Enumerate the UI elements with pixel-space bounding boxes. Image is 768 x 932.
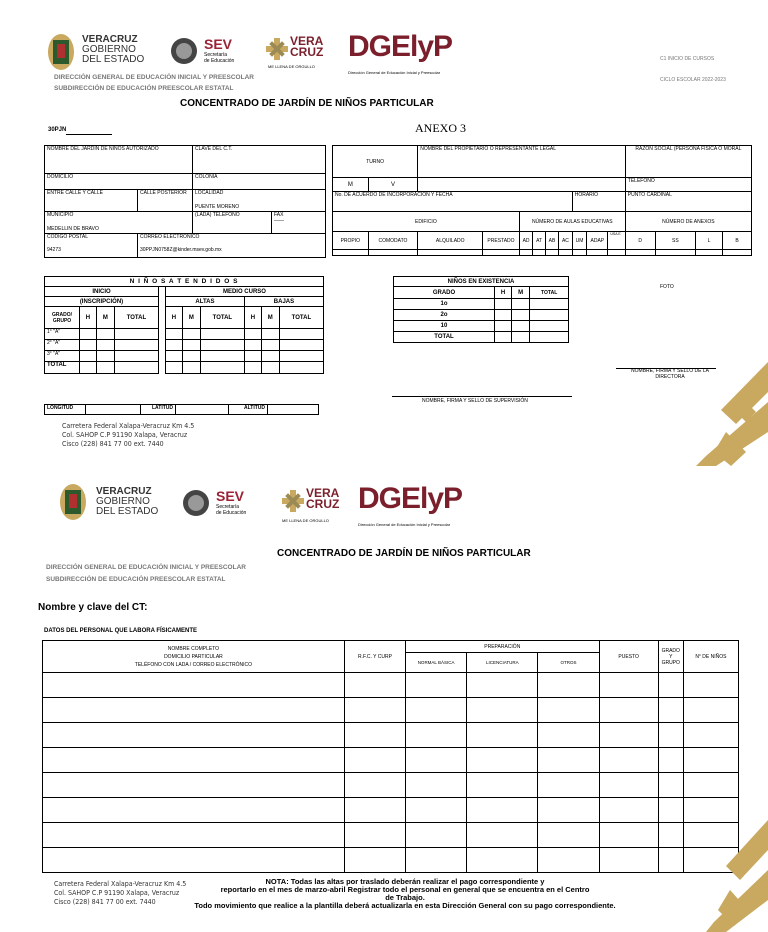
staff-table [42,640,739,873]
nota-line: de Trabajo. [385,893,425,902]
razon-social-label: RAZÓN SOCIAL (PERSONA FÍSICA O MORAL [625,146,751,178]
sev-sub1: Secretaría [216,504,240,510]
ct-code-line [66,134,112,135]
table-row [43,823,739,848]
firma-supervision-label: NOMBRE, FIRMA Y SELLO DE SUPERVISIÓN [422,398,528,404]
table-row [394,299,569,310]
veracruz-brand-logo [266,36,342,76]
nombre-header-line: DOMICILIO PARTICULAR [164,653,223,660]
anexos-col-0: D [625,232,655,250]
ninos-atendidos-table [44,276,324,374]
existencia-title: NIÑOS EN EXISTENCIA [394,277,569,287]
direccion-label: DIRECCIÓN GENERAL DE EDUCACIÓN INICIAL Y PREESCOLAR [54,74,254,81]
propietario-label: NOMBRE DEL PROPIETARIO O REPRESENTANTE LEGAL [418,146,626,178]
calle-posterior-label: CALLE POSTERIOR [138,190,193,212]
sev-sub2: de Educación [204,58,235,64]
acuerdo-label: No. DE ACUERDO DE INCORPORACIÓN Y FECHA [333,192,573,212]
cruz-text: CRUZ [290,45,324,59]
existencia-table [393,276,569,343]
table-row [45,340,324,351]
vera-text: VERA [306,486,340,500]
correo-label: CORREO ELECTRÓNICO [140,234,200,240]
address-line: Col. SAHOP C.P 91190 Xalapa, Veracruz [62,431,188,439]
existencia-row-label: 2o [394,310,495,321]
cp-label: CÓDIGO POSTAL [47,234,89,240]
municipio-value: MEDELLIN DE BRAVO [47,226,99,232]
telefono-label: TELÉFONO [625,178,751,192]
altitud-value [268,405,319,415]
localidad-value: PUENTE MORENO [195,204,240,210]
veracruz-brand-logo-2 [282,488,358,528]
page2-title: CONCENTRADO DE JARDÍN DE NIÑOS PARTICULAR [277,548,531,559]
dgelyp-text: DGElyP [348,30,453,63]
sev-text: SEV [204,36,233,52]
fax-label: FAX [274,212,284,218]
nombre-header-line: NOMBRE COMPLETO [167,645,220,652]
otros-header: OTROS [538,653,599,673]
edificio-col-3: PRESTADO [483,232,520,250]
num-aulas-label: NÚMERO DE AULAS EDUCATIVAS [519,212,625,232]
aulas-col-0: AD [519,232,533,250]
nombre-jardin-label: NOMBRE DEL JARDÍN DE NIÑOS AUTORIZADO [45,146,193,174]
table-row [45,329,324,340]
aulas-col-3: AC [559,232,573,250]
nota-line: Todo movimiento que realice a la plantilla deberá actualizarla en esta Dirección General con su pago correspondiente. [194,901,616,910]
address-block [62,422,194,449]
nota-block [186,878,624,910]
puesto-header: PUESTO [599,641,658,673]
veracruz-logo [46,32,166,76]
inicio-m: M [96,307,114,329]
sev-seal-icon [170,34,198,68]
veracruz-logo-2 [58,482,178,526]
correo-value: 30PPJN0758Z@kinder.msev.gob.mx [140,247,222,253]
inicio-total: TOTAL [114,307,158,329]
veracruz-seal-icon [46,32,76,72]
table-row [43,723,739,748]
veracruz-line2: GOBIERNO [96,496,150,507]
sev-logo [170,34,250,74]
subdireccion-label: SUBDIRECCIÓN DE EDUCACIÓN PREESCOLAR ESTATAL [54,85,234,92]
inicio-label: INICIO [45,287,159,297]
page2-subdireccion: SUBDIRECCIÓN DE EDUCACIÓN PREESCOLAR ESTATAL [46,576,226,583]
localidad-cell [193,190,326,212]
existencia-grado: GRADO [394,287,495,299]
veracruz-line2: GOBIERNO [82,44,136,55]
table-row [43,848,739,873]
aulas-col-2: AB [545,232,558,250]
lada-tel-label: (LADA) TELÉFONO [193,212,272,234]
existencia-h: H [495,287,512,299]
aulas-col-5: ADAP [587,232,608,250]
veracruz-line3: DEL ESTADO [82,54,145,65]
grado-grupo-header: GRADO Y GRUPO [658,641,683,673]
table-row [43,673,739,698]
firma-supervision-line [392,396,572,397]
num-ninos-header: N° DE NIÑOS [683,641,738,673]
veracruz-line3: DEL ESTADO [96,506,159,517]
decorative-pattern-icon [676,362,768,466]
inscripcion-label: (INSCRIPCIÓN) [45,297,159,307]
propietario-value [418,178,626,192]
cruz-text: CRUZ [306,497,340,511]
top-right-label-2: CICLO ESCOLAR 2022-2023 [660,77,726,83]
horario-label: HORARIO [572,192,625,212]
ct-code: 30PJN [48,127,67,133]
entre-calle-label: ENTRE CALLE Y CALLE [45,190,138,212]
foto-label: FOTO [660,284,674,290]
table-row [43,773,739,798]
aulas-col-4: UM [572,232,587,250]
anexos-col-3: B [722,232,751,250]
licenciatura-header: LICENCIATURA [467,653,538,673]
usaer-col: USA E [608,232,625,250]
flower-icon [266,38,288,60]
turno-label: TURNO [333,146,418,178]
sev-logo-2 [182,486,262,526]
address-line: Cisco (228) 841 77 00 ext. 7440 [54,898,156,906]
nota-line: reportarlo en el mes de marzo-abril Registrar todo el personal en general que se encuentra en el Centro [220,885,590,894]
school-info-table [44,145,326,258]
flower-icon [282,490,304,512]
nombre-header-line: TELÉFONO CON LADA / CORREO ELECTRÓNICO [134,661,253,668]
vera-tagline: ME LLENA DE ORGULLO [268,64,315,69]
datos-personal-label: DATOS DEL PERSONAL QUE LABORA FÍSICAMENTE [44,628,198,634]
domicilio-label: DOMICILIO [45,174,193,190]
sev-sub1: Secretaría [204,52,228,58]
altas-m: M [182,307,200,329]
address-line: Carretera Federal Xalapa-Veracruz Km 4.5 [54,880,187,888]
owner-info-table [332,145,752,256]
longitud-label: LONGITUD [45,405,86,415]
table-row [394,332,569,343]
clave-ct-label: CLAVE DEL C.T. [193,146,326,174]
nombre-clave-ct-label: Nombre y clave del CT: [38,602,148,613]
turno-v: V [368,178,418,192]
altas-total: TOTAL [200,307,244,329]
aulas-col-1: AT [533,232,546,250]
altas-label: ALTAS [165,297,244,307]
dgelyp-subtitle: Dirección General de Educación Inicial y Preescolar [348,70,441,75]
veracruz-seal-icon [58,482,88,522]
altitud-label: ALTITUD [229,405,268,415]
sev-text: SEV [216,488,245,504]
row-label: 3° "A" [45,351,80,362]
latitud-value [176,405,229,415]
annex-label: ANEXO 3 [415,121,466,135]
edificio-col-2: ALQUILADO [418,232,483,250]
existencia-total: TOTAL [530,287,569,299]
grado-grupo-label: GRADO/ GRUPO [45,307,80,329]
dgelyp-logo-2 [358,482,468,530]
table-row [43,748,739,773]
edificio-col-0: PROPIO [333,232,369,250]
medio-curso-label: MEDIO CURSO [165,287,323,297]
page-title: CONCENTRADO DE JARDÍN DE NIÑOS PARTICULAR [180,98,434,109]
existencia-row-label: TOTAL [394,332,495,343]
altas-h: H [165,307,182,329]
localidad-label: LOCALIDAD [195,190,224,196]
existencia-m: M [512,287,530,299]
table-row [43,798,739,823]
address-block-2 [54,880,186,907]
table-row [45,362,324,374]
punto-cardinal-label: PUNTO CARDINAL [625,192,751,212]
latitud-label: LATITUD [141,405,176,415]
table-row [43,698,739,723]
vera-text: VERA [290,34,324,48]
row-label: TOTAL [45,362,80,374]
normal-header: NORMAL BÁSICA [406,653,467,673]
cp-cell [45,234,138,258]
ninos-atendidos-title: N I Ñ O S A T E N D I D O S [45,277,324,287]
anexos-col-2: L [696,232,723,250]
bajas-m: M [261,307,279,329]
dgelyp-logo [348,30,458,78]
num-anexos-label: NÚMERO DE ANEXOS [625,212,751,232]
cp-value: 94273 [47,247,61,253]
address-line: Cisco (228) 841 77 00 ext. 7440 [62,440,164,448]
municipio-label: MUNICIPIO [47,212,74,218]
address-line: Col. SAHOP C.P 91190 Xalapa, Veracruz [54,889,180,897]
veracruz-line1: VERACRUZ [96,486,152,497]
veracruz-line1: VERACRUZ [82,34,138,45]
longitud-value [86,405,141,415]
row-label: 1° "A" [45,329,80,340]
decorative-pattern-icon [690,810,768,932]
edificio-col-1: COMODATO [368,232,418,250]
preparacion-header: PREPARACIÓN [406,641,600,653]
nombre-header [43,641,345,673]
rfc-header: R.F.C. Y CURP [344,641,405,673]
correo-cell [138,234,326,258]
table-row [45,351,324,362]
dgelyp-subtitle: Dirección General de Educación Inicial y Preescolar [358,522,451,527]
table-row [394,321,569,332]
nota-line: NOTA: Todas las altas por traslado deberán realizar el pago correspondiente y [265,877,545,886]
coords-table [44,404,319,415]
anexos-col-1: SS [655,232,695,250]
table-row [394,310,569,321]
bajas-label: BAJAS [244,297,323,307]
row-label: 2° "A" [45,340,80,351]
top-right-label-1: C1 INICIO DE CURSOS [660,56,715,62]
bajas-total: TOTAL [279,307,323,329]
firma-directora-label: NOMBRE, FIRMA Y SELLO DE LA DIRECTORA [631,368,709,380]
sev-seal-icon [182,486,210,520]
turno-m: M [333,178,369,192]
existencia-row-label: 1o [394,299,495,310]
vera-tagline: ME LLENA DE ORGULLO [282,518,329,523]
edificio-label: EDIFICIO [333,212,520,232]
address-line: Carretera Federal Xalapa-Veracruz Km 4.5 [62,422,195,430]
page2-direccion: DIRECCIÓN GENERAL DE EDUCACIÓN INICIAL Y PREESCOLAR [46,564,246,571]
existencia-row-label: 10 [394,321,495,332]
fax-value: —— [274,218,284,224]
bajas-h: H [244,307,261,329]
sev-sub2: de Educación [216,510,247,516]
inicio-h: H [80,307,97,329]
municipio-cell [45,212,193,234]
dgelyp-text: DGElyP [358,482,463,515]
fax-cell [272,212,326,234]
colonia-label: COLONIA [193,174,326,190]
